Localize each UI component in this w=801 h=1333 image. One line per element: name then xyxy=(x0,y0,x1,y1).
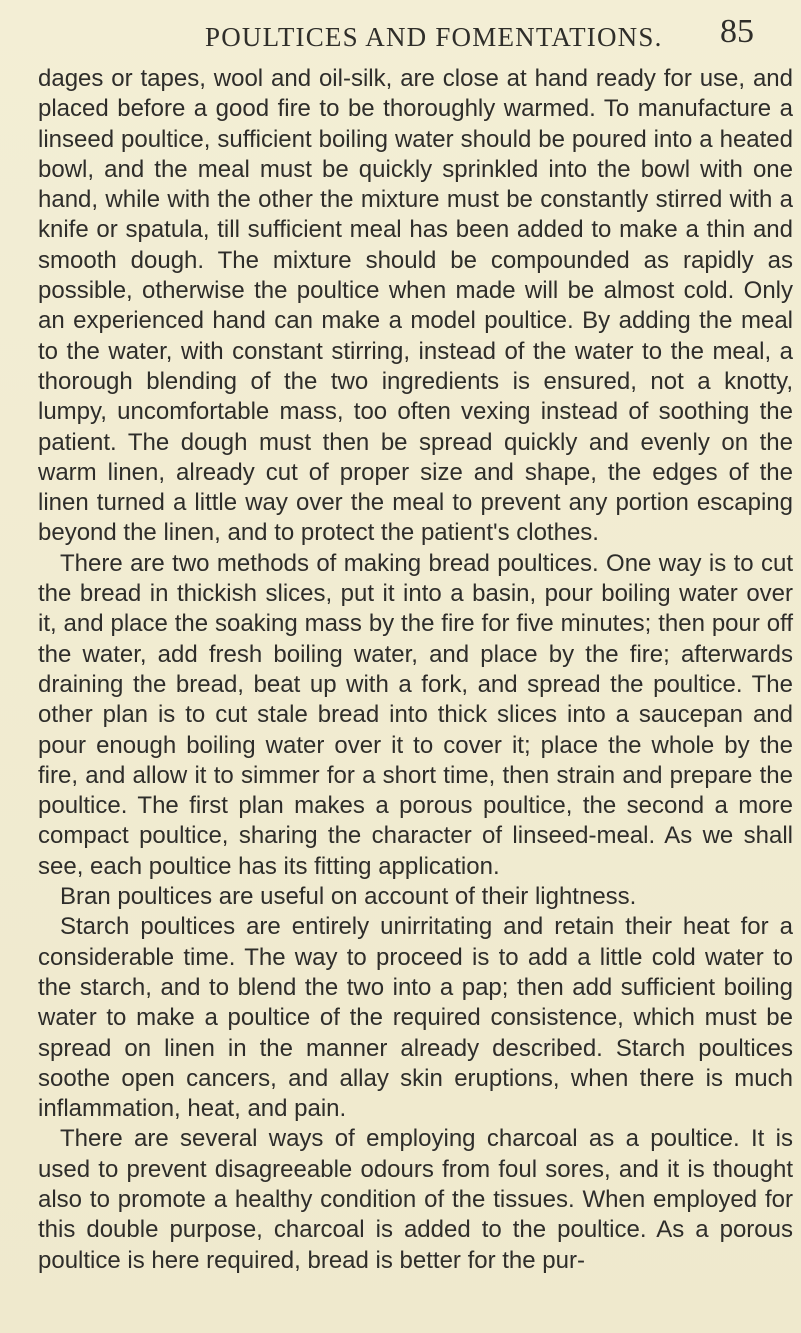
page-number: 85 xyxy=(720,13,754,50)
paragraph-linseed-poultice: dages or tapes, wool and oil-silk, are close at hand ready for use, and placed before a good fire to be thoroughly warmed. To manufacture a linseed poultice, sufficient boiling water should be poured into a heated bowl, and the meal must be quickly sprinkled into the bowl with one hand, while with the other the mixture must be constantly stirred with a knife or spatula, till sufficient meal has been added to make a thin and smooth dough. The mixture should be compounded as rapidly as possible, otherwise the poultice when made will be almost cold. Only an experienced hand can make a model poultice. By adding the meal to the water, with constant stirring, instead of the water to the meal, a thorough blending of the two ingredients is ensured, not a knotty, lumpy, uncomfortable mass, too often vexing instead of soothing the patient. The dough must then be spread quickly and evenly on the warm linen, already cut of proper size and shape, the edges of the linen turned a little way over the meal to prevent any portion escaping beyond the linen, and to protect the patient's clothes. xyxy=(38,65,793,547)
paragraph-bran-poultices: Bran poultices are useful on account of their lightness. xyxy=(60,883,637,911)
body-text xyxy=(38,64,793,1276)
paragraph-charcoal-poultice: There are several ways of employing charcoal as a poultice. It is used to prevent disagreeable odours from foul sores, and it is thought also to promote a healthy condition of the tissues. When employed for this double purpose, charcoal is added to the poultice. As a porous poultice is here required, bread is better for the pur- xyxy=(38,1125,793,1274)
paragraph-bread-poultices: There are two methods of making bread poultices. One way is to cut the bread in thickish slices, put it into a basin, pour boiling water over it, and place the soaking mass by the fire for five minutes; then pour off the water, add fresh boiling water, and place by the fire; afterwards draining the bread, beat up with a fork, and spread the poultice. The other plan is to cut stale bread into thick slices into a saucepan and pour enough boiling water over it to cover it; place the whole by the fire, and allow it to simmer for a short time, then strain and prepare the poultice. The first plan makes a porous poultice, the second a more compact poultice, sharing the character of linseed-meal. As we shall see, each poultice has its fitting application. xyxy=(38,549,793,880)
running-head: POULTICES AND FOMENTATIONS. xyxy=(205,22,663,52)
paragraph-starch-poultices: Starch poultices are entirely unirritating and retain their heat for a considerable time. The way to proceed is to add a little cold water to the starch, and to blend the two into a pap; then add sufficient boiling water to make a poultice of the required consistence, which must be spread on linen in the manner already described. Starch poultices soothe open cancers, and allay skin eruptions, when there is much inflammation, heat, and pain. xyxy=(38,913,793,1123)
